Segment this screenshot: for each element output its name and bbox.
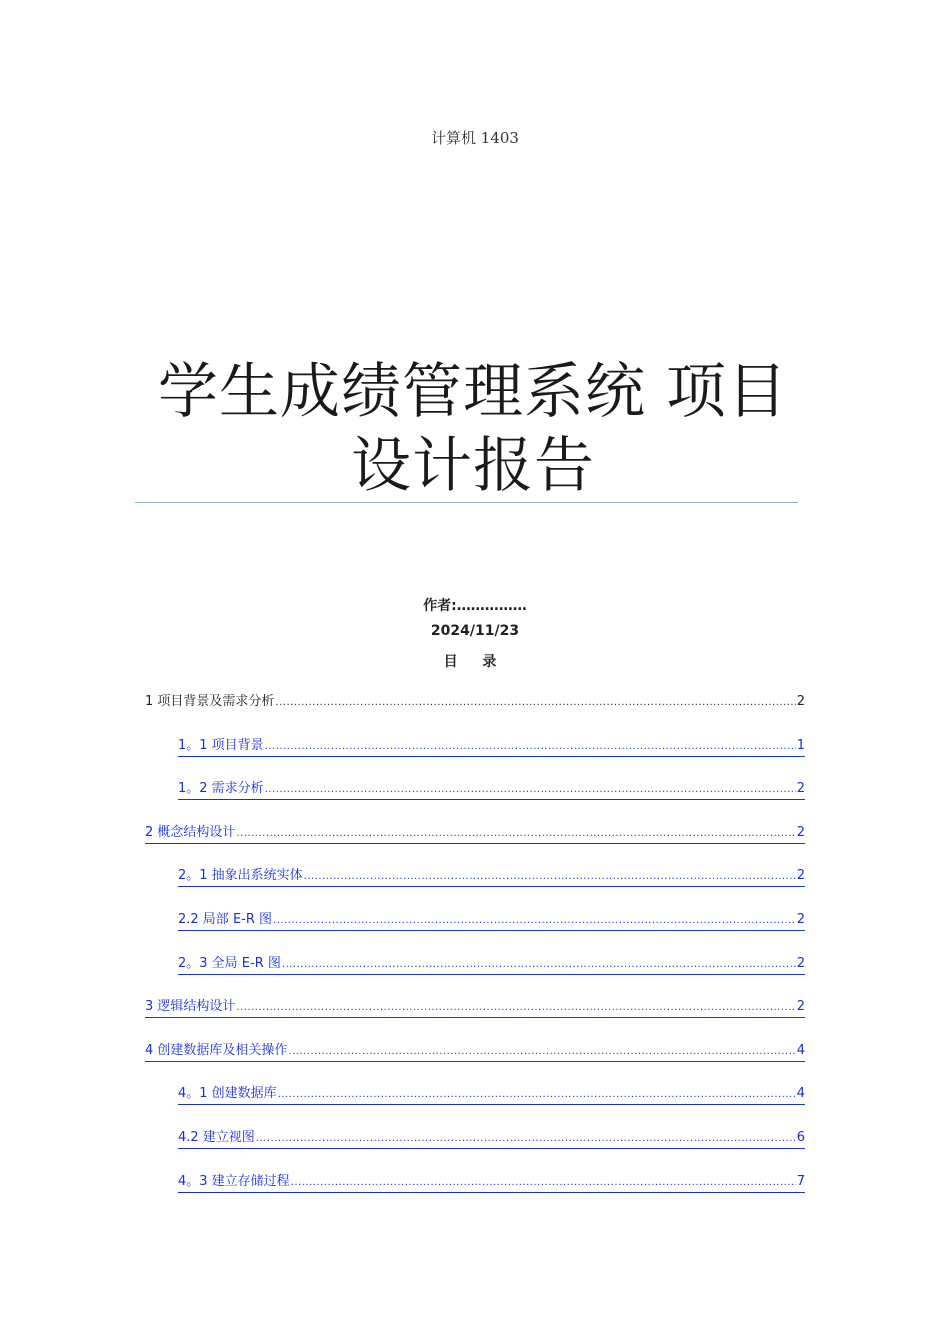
toc-leader-dots xyxy=(236,825,795,840)
toc-entry-page: 2 xyxy=(796,999,805,1015)
class-name: 计算机 1403 xyxy=(431,129,519,147)
toc-leader-dots xyxy=(278,1086,796,1101)
toc-entry-page: 7 xyxy=(796,1173,805,1189)
toc-entry-page: 6 xyxy=(796,1130,805,1145)
toc-entry-page: 2 xyxy=(796,824,805,840)
toc-leader-dots xyxy=(282,956,796,971)
toc-entry-label: 4.2 建立视图 xyxy=(178,1130,255,1145)
toc-leader-dots xyxy=(256,1130,796,1145)
toc-entry-label: 2 概念结构设计 xyxy=(145,824,236,840)
toc-entry-label: 3 逻辑结构设计 xyxy=(145,999,236,1015)
title-divider xyxy=(135,502,798,503)
toc-leader-dots xyxy=(275,694,795,709)
toc-entry[interactable] xyxy=(178,734,805,757)
toc-entry-label: 4 创建数据库及相关操作 xyxy=(145,1042,288,1058)
toc-entry[interactable] xyxy=(145,995,805,1018)
toc-entry xyxy=(145,690,805,712)
toc-leader-dots xyxy=(265,738,796,753)
toc-leader-dots xyxy=(265,781,796,796)
toc-leader-dots xyxy=(236,999,795,1014)
author-line: 作者:…………… xyxy=(423,598,527,614)
toc-entry-page: 2 xyxy=(796,868,805,884)
toc-entry-label: 2。3 全局 E-R 图 xyxy=(178,955,281,971)
toc-entry-page: 2 xyxy=(796,694,805,709)
toc-entry-page: 2 xyxy=(796,912,805,927)
toc-entry-page: 4 xyxy=(796,1086,805,1102)
toc-leader-dots xyxy=(273,912,796,927)
toc-entry[interactable] xyxy=(178,908,805,931)
toc-entry[interactable] xyxy=(145,821,805,844)
toc-leader-dots xyxy=(291,1174,796,1189)
toc-entry-label: 2。1 抽象出系统实体 xyxy=(178,868,303,884)
toc-entry[interactable] xyxy=(178,952,805,975)
toc-entry-label: 4。1 创建数据库 xyxy=(178,1086,277,1102)
toc-entry-page: 2 xyxy=(796,781,805,797)
toc-leader-dots xyxy=(304,868,796,883)
toc-entry[interactable] xyxy=(178,1126,805,1149)
toc-entry-page: 4 xyxy=(796,1042,805,1058)
toc-entry[interactable] xyxy=(145,1039,805,1062)
document-title: 学生成绩管理系统 项目设计报告 xyxy=(157,357,789,501)
toc-heading: 目 录 xyxy=(443,654,507,670)
toc-entry-page: 2 xyxy=(796,955,805,971)
toc-entry[interactable] xyxy=(178,1170,805,1193)
toc-entry-page: 1 xyxy=(796,737,805,753)
toc-entry[interactable] xyxy=(178,777,805,800)
toc-entry[interactable] xyxy=(178,1082,805,1105)
toc-entry-label: 1。1 项目背景 xyxy=(178,737,264,753)
toc-entry-label: 4。3 建立存储过程 xyxy=(178,1173,290,1189)
toc-entry[interactable] xyxy=(178,864,805,887)
toc-entry-label: 2.2 局部 E-R 图 xyxy=(178,912,273,927)
toc-entry-label: 1。2 需求分析 xyxy=(178,781,264,797)
toc-entry-label: 1 项目背景及需求分析 xyxy=(145,694,275,709)
document-date: 2024/11/23 xyxy=(430,623,520,639)
toc-leader-dots xyxy=(288,1043,795,1058)
